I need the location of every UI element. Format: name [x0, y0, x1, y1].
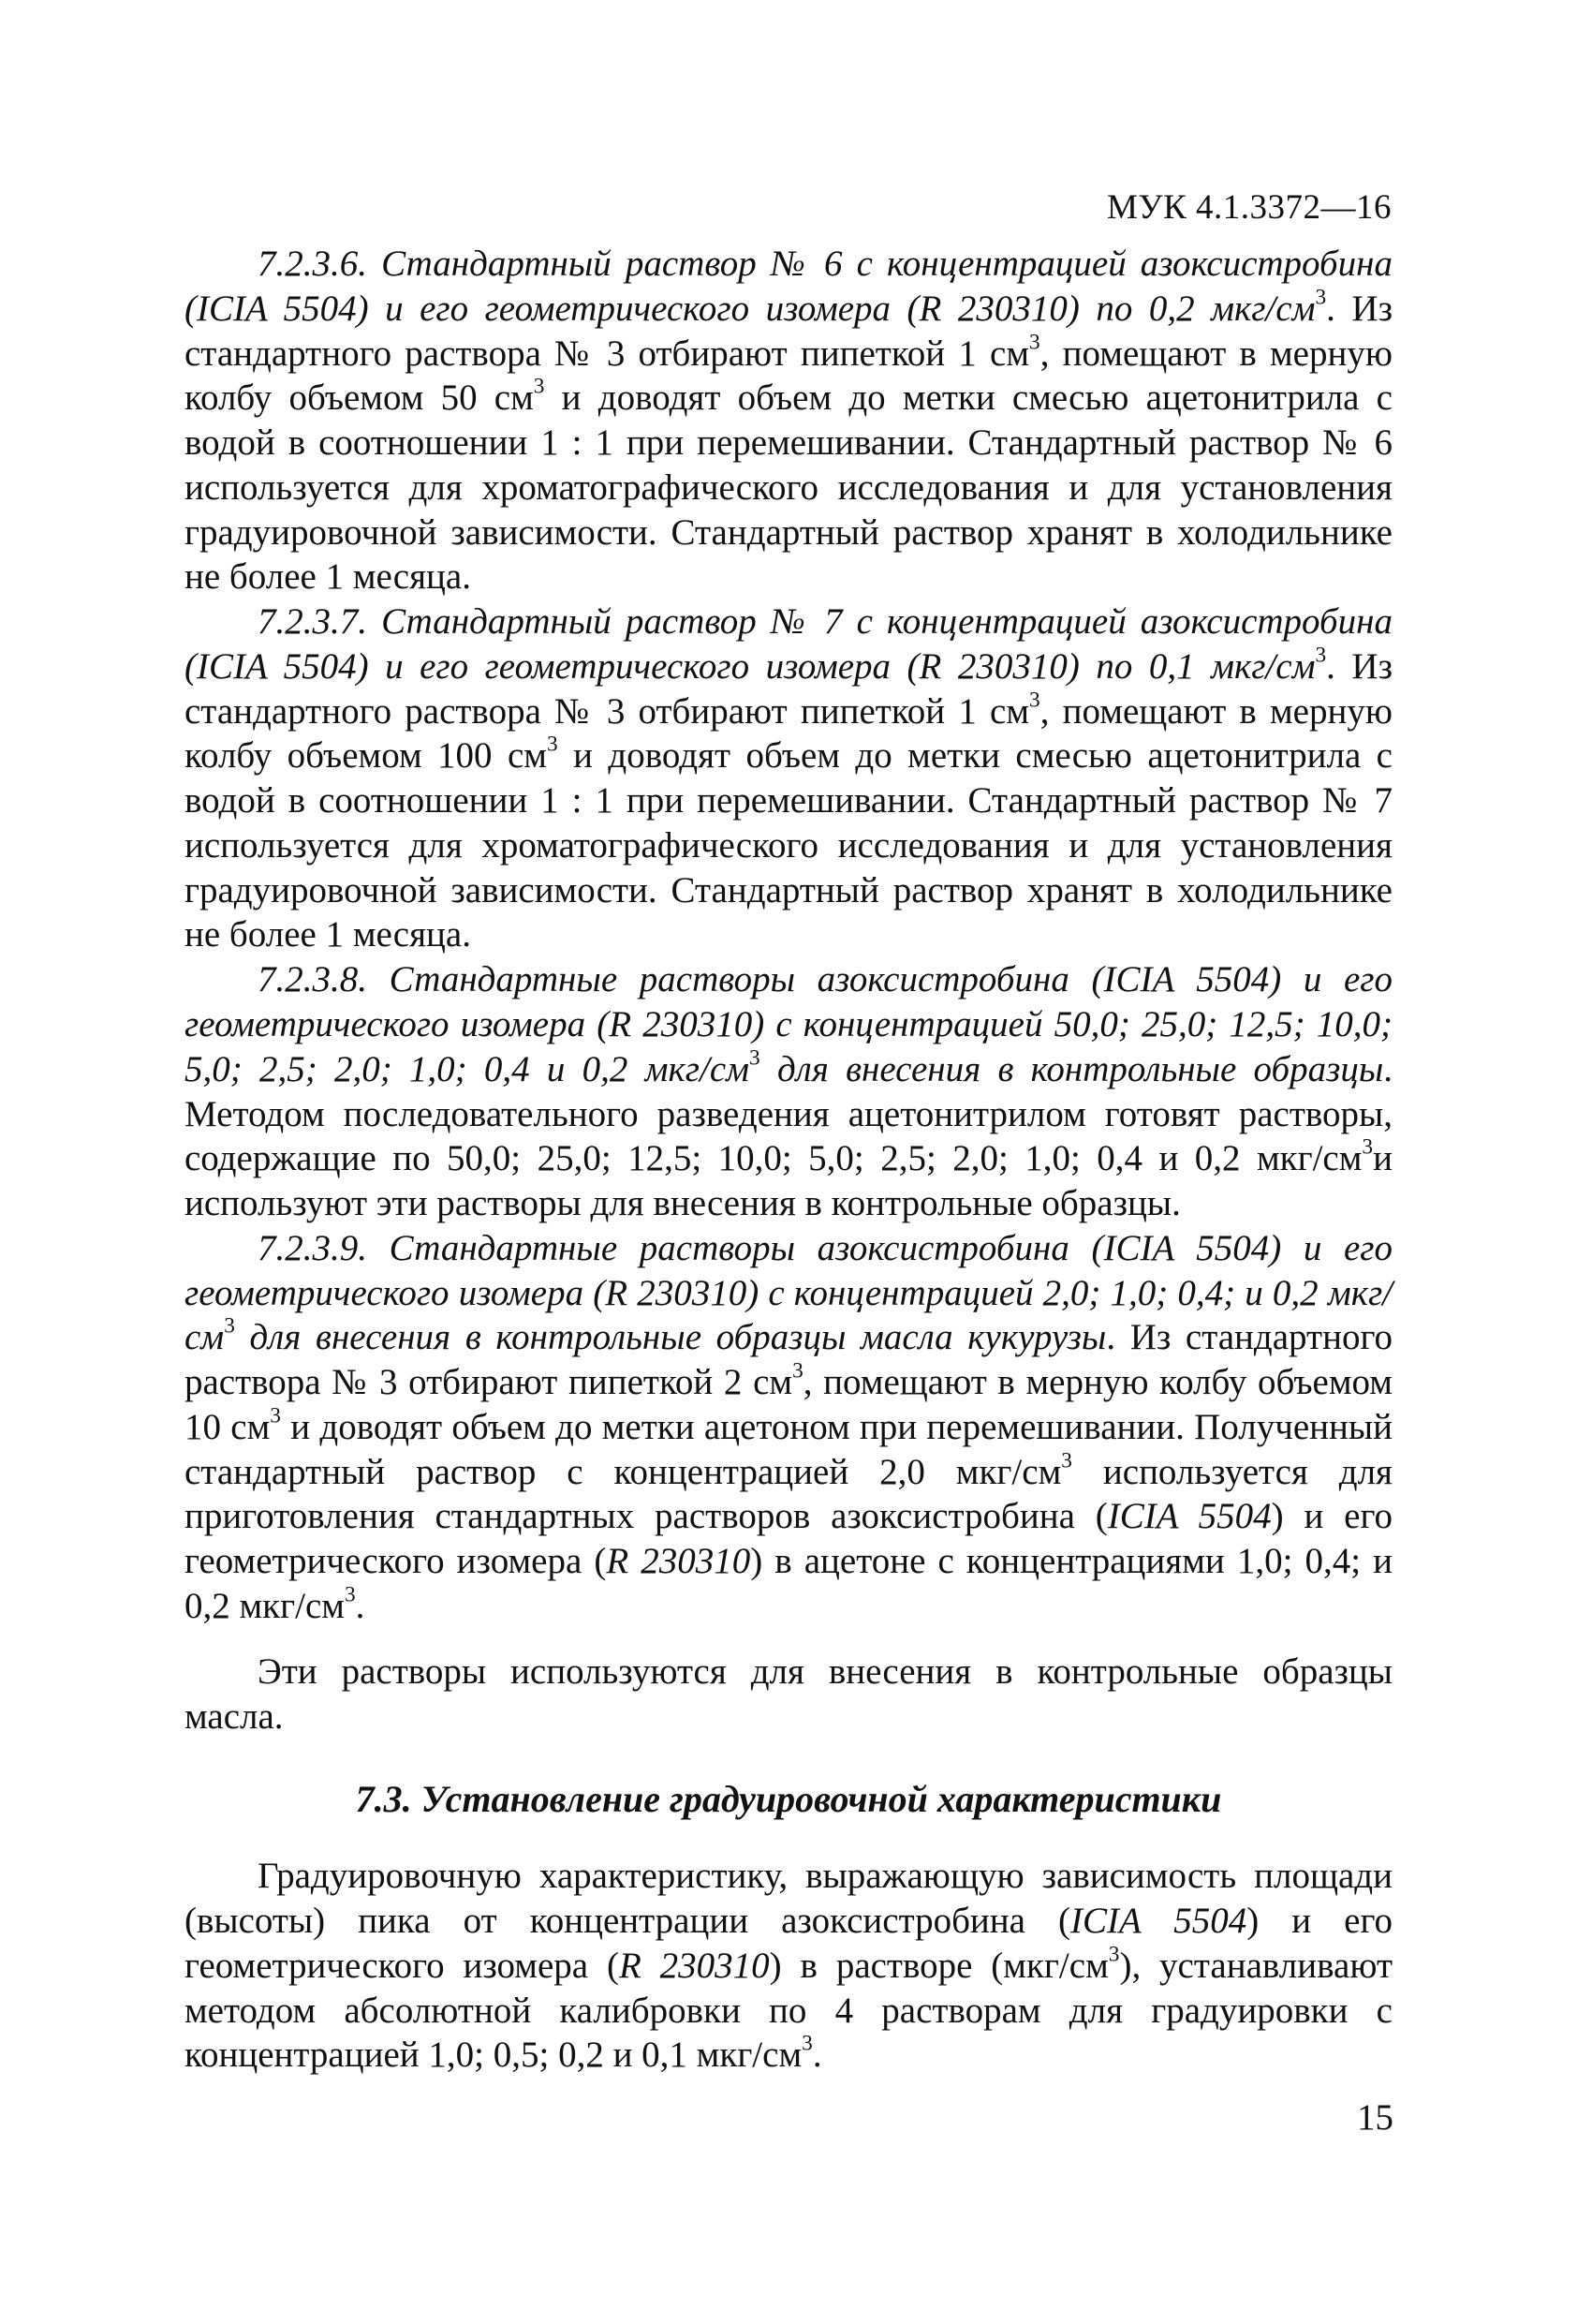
- superscript: 3: [1315, 643, 1327, 668]
- superscript: 3: [546, 732, 558, 757]
- paragraph-text: , помещают в мерную колбу объемом 10 см: [184, 1362, 1393, 1447]
- paragraph-text: и доводят объем до метки смесью ацетонитрила с водой в соотношении 1 : 1 при перемешивании. Стандартный раствор № 7 используется для хроматографического исследования и для установления градуировочной зависимости. Стандартный раствор хранят в холодильнике не более 1 месяца.: [184, 735, 1393, 955]
- paragraph-text: ), устанавливают методом абсолютной калибровки по 4 растворам для градуировки с концентрацией 1,0; 0,5; 0,2 и 0,1 мкг/см: [184, 1945, 1393, 2076]
- paragraph-text: и доводят объем до метки смесью ацетонитрила с водой в соотношении 1 : 1 при перемешивании. Стандартный раствор № 6 используется для хроматографического исследования и для установления градуировочной зависимости. Стандартный раствор хранят в холодильнике не более 1 месяца.: [184, 377, 1393, 598]
- paragraph-text: и используют эти растворы для внесения в контрольные образцы.: [184, 1138, 1393, 1224]
- paragraph-text: , помещают в мерную колбу объемом 100 см: [184, 690, 1393, 777]
- paragraph-text: Градуировочную характеристику, выражающую зависимость площади (высоты) пика от концентрации азоксистробина (: [184, 1856, 1393, 1942]
- compound-code: ICIA 5504: [1070, 1901, 1247, 1942]
- paragraph-7-2-3-7: [184, 600, 1393, 957]
- superscript: 3: [749, 1045, 760, 1071]
- paragraph-heading: 7.2.3.8. Стандартные растворы азоксистробина (ICIA 5504) и его геометрического изомера (R 230310) с концентрацией 50,0; 25,0; 12,5; 10,0; 5,0; 2,5; 2,0; 1,0; 0,4 и 0,2 мкг/см: [184, 959, 1393, 1089]
- superscript: 3: [1061, 1448, 1072, 1473]
- paragraph-text: . Из стандартного раствора № 3 отбирают пипеткой 1 см: [184, 645, 1393, 732]
- superscript: 3: [224, 1313, 235, 1339]
- paragraph-heading: 7.2.3.6. Стандартный раствор № 6 с концентрацией азоксистробина (ICIA 5504) и его геометрического изомера (R 230310) по 0,2 мкг/см: [184, 244, 1393, 329]
- compound-code: ICIA 5504: [1107, 1496, 1272, 1537]
- paragraph-7-2-3-8: [184, 957, 1393, 1226]
- paragraph-text: , помещают в мерную колбу объемом 50 см: [184, 333, 1393, 419]
- paragraph-7-3: [184, 1854, 1393, 2078]
- paragraph-text: . Из стандартного раствора № 3 отбирают пипеткой 2 см: [184, 1317, 1393, 1403]
- paragraph-text: .: [812, 2035, 822, 2076]
- superscript: 3: [1108, 1942, 1120, 1967]
- paragraph-heading: для внесения в контрольные образцы: [759, 1048, 1384, 1089]
- superscript: 3: [1362, 1134, 1374, 1160]
- superscript: 3: [533, 374, 545, 399]
- superscript: 3: [1029, 688, 1040, 713]
- superscript: 3: [344, 1582, 356, 1607]
- compound-code: R 230310: [606, 1541, 751, 1582]
- paragraph-heading: 7.2.3.7. Стандартный раствор № 7 с концентрацией азоксистробина (ICIA 5504) и его геометрического изомера (R 230310) по 0,1 мкг/см: [184, 601, 1393, 687]
- superscript: 3: [792, 1358, 803, 1384]
- superscript: 3: [270, 1403, 281, 1428]
- section-title-7-3: 7.3. Установление градуировочной характеристики: [355, 1778, 1222, 1821]
- page-number: 15: [1357, 2097, 1393, 2138]
- paragraph-text: и доводят объем до метки ацетоном при перемешивании. Полученный стандартный раствор с концентрацией 2,0 мкг/см: [184, 1406, 1393, 1492]
- superscript: 3: [802, 2031, 813, 2056]
- paragraph-text: ) и его геометрического изомера (: [184, 1496, 1393, 1582]
- paragraph-7-2-3-6: [184, 242, 1393, 600]
- superscript: 3: [1029, 329, 1040, 354]
- paragraph-heading: 7.2.3.9. Стандартные растворы азоксистробина (ICIA 5504) и его геометрического изомера (R 230310) с концентрацией 2,0; 1,0; 0,4; и 0,2 мкг/см: [184, 1227, 1393, 1358]
- paragraph-oil-samples: Эти растворы используются для внесения в контрольные образцы масла.: [184, 1650, 1393, 1737]
- paragraph-text: используется для приготовления стандартных растворов азоксистробина (: [184, 1451, 1393, 1537]
- paragraph-text: ) в ацетоне с концентрациями 1,0; 0,4; и 0,2 мкг/см: [184, 1541, 1393, 1626]
- page-body: [184, 242, 1393, 2078]
- document-code-header: МУК 4.1.3372—16: [1106, 188, 1392, 227]
- superscript: 3: [1315, 285, 1327, 310]
- compound-code: R 230310: [618, 1945, 770, 1986]
- paragraph-text: . Из стандартного раствора № 3 отбирают пипеткой 1 см: [184, 288, 1393, 374]
- paragraph-7-2-3-9: [184, 1226, 1393, 1629]
- paragraph-text: ) и его геометрического изомера (: [184, 1901, 1393, 1986]
- paragraph-text: ) в растворе (мкг/см: [769, 1945, 1109, 1986]
- paragraph-text: .: [355, 1585, 365, 1626]
- paragraph-heading: для внесения в контрольные образцы масла кукурузы: [234, 1317, 1107, 1358]
- paragraph-text: . Методом последовательного разведения ацетонитрилом готовят растворы, содержащие по 50,0; 25,0; 12,5; 10,0; 5,0; 2,5; 2,0; 1,0; 0,4 и 0,2 мкг/см: [184, 1048, 1393, 1179]
